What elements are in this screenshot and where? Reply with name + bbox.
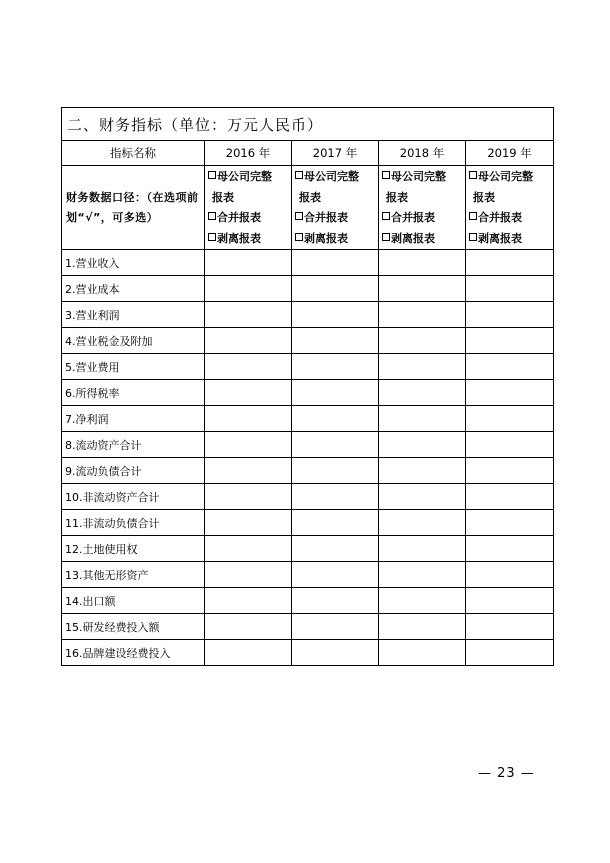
table-row bbox=[62, 328, 554, 354]
indicator-label: 1.营业收入 bbox=[62, 250, 205, 276]
indicator-label: 13.其他无形资产 bbox=[62, 562, 205, 588]
indicator-label: 16.品牌建设经费投入 bbox=[62, 640, 205, 666]
value-input-cell[interactable] bbox=[379, 614, 466, 640]
value-input-cell[interactable] bbox=[205, 562, 292, 588]
table-row bbox=[62, 458, 554, 484]
indicator-label: 5.营业费用 bbox=[62, 354, 205, 380]
value-input-cell[interactable] bbox=[292, 276, 379, 302]
value-input-cell[interactable] bbox=[379, 510, 466, 536]
value-input-cell[interactable] bbox=[292, 536, 379, 562]
indicator-label: 4.营业税金及附加 bbox=[62, 328, 205, 354]
value-input-cell[interactable] bbox=[292, 562, 379, 588]
value-input-cell[interactable] bbox=[205, 354, 292, 380]
option-consolidated-label: 合并报表 bbox=[217, 211, 261, 224]
option-consolidated[interactable] bbox=[469, 208, 553, 229]
option-parent-full-label: 母公司完整 bbox=[304, 170, 359, 183]
checkbox-icon[interactable] bbox=[469, 171, 477, 179]
value-input-cell[interactable] bbox=[292, 510, 379, 536]
checkbox-icon[interactable] bbox=[208, 171, 216, 179]
indicator-label: 9.流动负债合计 bbox=[62, 458, 205, 484]
value-input-cell[interactable] bbox=[205, 276, 292, 302]
value-input-cell[interactable] bbox=[379, 302, 466, 328]
option-consolidated-label: 合并报表 bbox=[478, 211, 522, 224]
value-input-cell[interactable] bbox=[205, 484, 292, 510]
value-input-cell[interactable] bbox=[379, 250, 466, 276]
indicator-label: 14.出口额 bbox=[62, 588, 205, 614]
table-row bbox=[62, 354, 554, 380]
option-stripped[interactable] bbox=[208, 229, 291, 250]
value-input-cell[interactable] bbox=[379, 536, 466, 562]
value-input-cell[interactable] bbox=[292, 432, 379, 458]
value-input-cell[interactable] bbox=[205, 588, 292, 614]
option-parent-full[interactable] bbox=[382, 167, 465, 188]
indicator-label: 8.流动资产合计 bbox=[62, 432, 205, 458]
option-parent-full-label-cont: 报表 bbox=[473, 190, 495, 204]
scope-options-cell bbox=[292, 166, 379, 250]
header-year-2017: 2017 年 bbox=[292, 141, 379, 166]
indicator-label: 11.非流动负债合计 bbox=[62, 510, 205, 536]
value-input-cell[interactable] bbox=[466, 484, 554, 510]
page-number: — 23 — bbox=[478, 766, 535, 781]
value-input-cell[interactable] bbox=[466, 380, 554, 406]
value-input-cell[interactable] bbox=[466, 510, 554, 536]
indicator-label: 15.研发经费投入额 bbox=[62, 614, 205, 640]
table-row bbox=[62, 536, 554, 562]
data-scope-label: 财务数据口径：（在选项前划“√”，可多选） bbox=[62, 166, 205, 250]
value-input-cell[interactable] bbox=[205, 536, 292, 562]
checkbox-icon[interactable] bbox=[208, 233, 216, 241]
option-stripped-label: 剥离报表 bbox=[217, 231, 261, 245]
table-row bbox=[62, 406, 554, 432]
option-consolidated[interactable] bbox=[295, 208, 378, 229]
indicator-label: 7.净利润 bbox=[62, 406, 205, 432]
value-input-cell[interactable] bbox=[205, 432, 292, 458]
value-input-cell[interactable] bbox=[205, 510, 292, 536]
value-input-cell[interactable] bbox=[292, 406, 379, 432]
data-scope-row bbox=[62, 166, 554, 250]
value-input-cell[interactable] bbox=[292, 380, 379, 406]
option-parent-full-label-cont: 报表 bbox=[212, 190, 234, 204]
value-input-cell[interactable] bbox=[205, 250, 292, 276]
value-input-cell[interactable] bbox=[379, 640, 466, 666]
checkbox-icon[interactable] bbox=[469, 233, 477, 241]
header-year-2018: 2018 年 bbox=[379, 141, 466, 166]
value-input-cell[interactable] bbox=[205, 640, 292, 666]
header-year-2016: 2016 年 bbox=[205, 141, 292, 166]
value-input-cell[interactable] bbox=[379, 484, 466, 510]
value-input-cell[interactable] bbox=[466, 250, 554, 276]
option-stripped-label: 剥离报表 bbox=[478, 231, 522, 245]
value-input-cell[interactable] bbox=[292, 614, 379, 640]
option-stripped[interactable] bbox=[295, 229, 378, 250]
indicator-label: 12.土地使用权 bbox=[62, 536, 205, 562]
value-input-cell[interactable] bbox=[292, 640, 379, 666]
table-row bbox=[62, 380, 554, 406]
value-input-cell[interactable] bbox=[379, 328, 466, 354]
scope-options-cell bbox=[466, 166, 554, 250]
table-row bbox=[62, 250, 554, 276]
indicator-label: 2.营业成本 bbox=[62, 276, 205, 302]
value-input-cell[interactable] bbox=[292, 328, 379, 354]
indicator-label: 10.非流动资产合计 bbox=[62, 484, 205, 510]
value-input-cell[interactable] bbox=[205, 328, 292, 354]
value-input-cell[interactable] bbox=[292, 458, 379, 484]
value-input-cell[interactable] bbox=[205, 302, 292, 328]
value-input-cell[interactable] bbox=[205, 380, 292, 406]
value-input-cell[interactable] bbox=[466, 458, 554, 484]
value-input-cell[interactable] bbox=[466, 354, 554, 380]
value-input-cell[interactable] bbox=[466, 328, 554, 354]
option-stripped-label: 剥离报表 bbox=[391, 231, 435, 245]
option-parent-full-label: 母公司完整 bbox=[391, 170, 446, 183]
value-input-cell[interactable] bbox=[379, 276, 466, 302]
value-input-cell[interactable] bbox=[292, 588, 379, 614]
table-row bbox=[62, 302, 554, 328]
option-parent-full-label-cont: 报表 bbox=[299, 190, 321, 204]
value-input-cell[interactable] bbox=[379, 588, 466, 614]
option-consolidated[interactable] bbox=[382, 208, 465, 229]
value-input-cell[interactable] bbox=[466, 640, 554, 666]
option-parent-full-label: 母公司完整 bbox=[217, 170, 272, 183]
value-input-cell[interactable] bbox=[466, 432, 554, 458]
value-input-cell[interactable] bbox=[379, 380, 466, 406]
indicator-label: 6.所得税率 bbox=[62, 380, 205, 406]
value-input-cell[interactable] bbox=[466, 614, 554, 640]
table-row bbox=[62, 562, 554, 588]
header-item-name: 指标名称 bbox=[62, 141, 205, 166]
value-input-cell[interactable] bbox=[292, 250, 379, 276]
option-stripped-label: 剥离报表 bbox=[304, 231, 348, 245]
value-input-cell[interactable] bbox=[292, 302, 379, 328]
table-row bbox=[62, 484, 554, 510]
option-parent-full-label: 母公司完整 bbox=[478, 170, 533, 183]
checkbox-icon[interactable] bbox=[382, 233, 390, 241]
value-input-cell[interactable] bbox=[466, 562, 554, 588]
option-stripped[interactable] bbox=[382, 229, 465, 250]
value-input-cell[interactable] bbox=[379, 406, 466, 432]
option-parent-full[interactable] bbox=[469, 167, 553, 188]
checkbox-icon[interactable] bbox=[295, 171, 303, 179]
option-consolidated-label: 合并报表 bbox=[304, 211, 348, 224]
checkbox-icon[interactable] bbox=[382, 171, 390, 179]
table-row bbox=[62, 614, 554, 640]
value-input-cell[interactable] bbox=[466, 536, 554, 562]
checkbox-icon[interactable] bbox=[295, 233, 303, 241]
value-input-cell[interactable] bbox=[466, 302, 554, 328]
table-header-row bbox=[62, 141, 554, 166]
option-parent-full-label-cont: 报表 bbox=[386, 190, 408, 204]
value-input-cell[interactable] bbox=[379, 562, 466, 588]
table-row bbox=[62, 588, 554, 614]
value-input-cell[interactable] bbox=[466, 276, 554, 302]
value-input-cell[interactable] bbox=[379, 432, 466, 458]
value-input-cell[interactable] bbox=[205, 458, 292, 484]
scope-options-cell bbox=[379, 166, 466, 250]
checkbox-icon[interactable] bbox=[295, 212, 303, 220]
table-row bbox=[62, 432, 554, 458]
option-parent-full[interactable] bbox=[208, 167, 291, 188]
value-input-cell[interactable] bbox=[466, 588, 554, 614]
option-consolidated-label: 合并报表 bbox=[391, 211, 435, 224]
scope-options-cell bbox=[205, 166, 292, 250]
value-input-cell[interactable] bbox=[205, 406, 292, 432]
value-input-cell[interactable] bbox=[379, 354, 466, 380]
option-stripped[interactable] bbox=[469, 229, 553, 250]
section-title: 二、财务指标（单位：万元人民币） bbox=[62, 108, 554, 141]
value-input-cell[interactable] bbox=[379, 458, 466, 484]
table-row bbox=[62, 640, 554, 666]
checkbox-icon[interactable] bbox=[382, 212, 390, 220]
header-year-2019: 2019 年 bbox=[466, 141, 554, 166]
value-input-cell[interactable] bbox=[292, 354, 379, 380]
checkbox-icon[interactable] bbox=[208, 212, 216, 220]
value-input-cell[interactable] bbox=[292, 484, 379, 510]
value-input-cell[interactable] bbox=[466, 406, 554, 432]
value-input-cell[interactable] bbox=[205, 614, 292, 640]
option-consolidated[interactable] bbox=[208, 208, 291, 229]
checkbox-icon[interactable] bbox=[469, 212, 477, 220]
option-parent-full[interactable] bbox=[295, 167, 378, 188]
table-row bbox=[62, 276, 554, 302]
indicator-label: 3.营业利润 bbox=[62, 302, 205, 328]
financial-indicators-table bbox=[61, 107, 554, 666]
table-row bbox=[62, 510, 554, 536]
